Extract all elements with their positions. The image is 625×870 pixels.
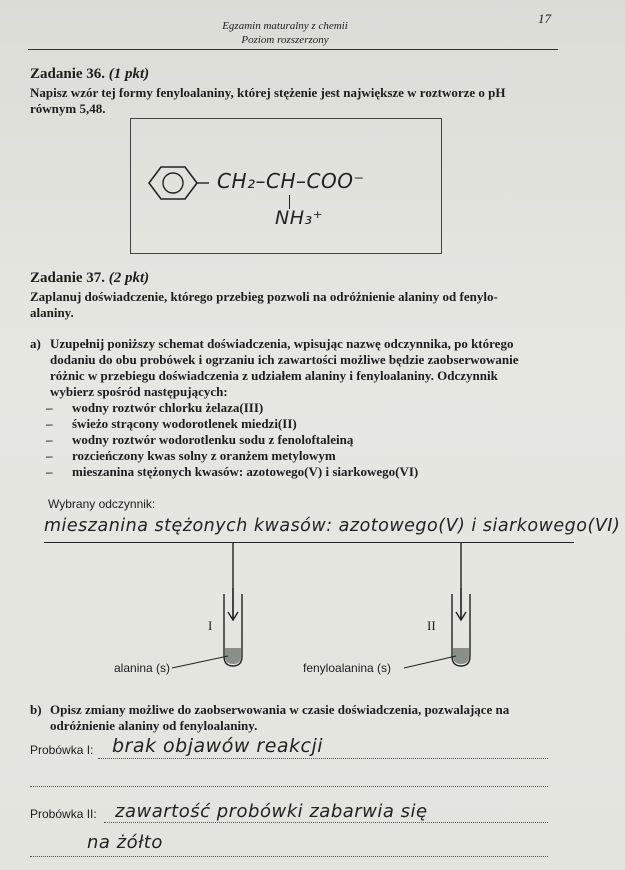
part-a-line1: Uzupełnij poniższy schemat doświadczenia, wpisując nazwę odczynnika, po którego xyxy=(50,336,514,351)
tube-2-answer-label: Probówka II: xyxy=(30,807,97,821)
part-a-line3: różnic w przebiegu doświadczenia z udziałem alaniny i fenyloalaniny. Odczynnik xyxy=(50,368,498,383)
option-item xyxy=(46,448,336,464)
tube-1-answer: brak objawów reakcji xyxy=(112,735,324,757)
option-text: wodny roztwór chlorku żelaza(III) xyxy=(72,400,264,415)
part-a-marker: a) xyxy=(30,336,41,351)
option-item xyxy=(46,432,353,448)
answer-line xyxy=(104,822,548,823)
option-text: świeżo strącony wodorotlenek miedzi(II) xyxy=(72,416,297,431)
answer-line xyxy=(30,856,548,857)
task36-prompt: Napisz wzór tej formy fenyloalaniny, której stężenie jest największe w roztworze o pH równym 5,48. xyxy=(30,85,506,116)
answer-line xyxy=(98,758,548,759)
part-b-line1: Opisz zmiany możliwe do zaobserwowania w czasie doświadczenia, pozwalające na xyxy=(50,702,510,717)
benzene-ring-icon xyxy=(141,163,211,203)
option-dash: – xyxy=(46,464,53,479)
header-title: Egzamin maturalny z chemii xyxy=(222,20,348,32)
tube-1-label: alanina (s) xyxy=(114,661,171,675)
page-number: 17 xyxy=(538,11,551,26)
option-text: wodny roztwór wodorotlenku sodu z fenoloftaleiną xyxy=(72,432,354,447)
tube-2-roman: II xyxy=(427,618,436,633)
task36-points: (1 pkt) xyxy=(108,66,150,82)
task36-number: Zadanie 36. xyxy=(30,66,106,82)
tube-2-label: fenyloalanina (s) xyxy=(303,661,392,675)
task37-number: Zadanie 37. xyxy=(30,270,106,286)
header-rule xyxy=(28,49,558,50)
answer-line xyxy=(30,786,548,787)
part-b-line2: odróżnienie alaniny od fenyloalaniny. xyxy=(50,718,258,733)
task37-prompt-line1: Zaplanuj doświadczenie, którego przebieg pozwoli na odróżnienie alaniny od fenylo- xyxy=(30,289,498,304)
task37-title xyxy=(30,270,149,287)
task36-title xyxy=(30,66,149,83)
option-item xyxy=(46,400,263,416)
option-dash: – xyxy=(46,416,53,431)
option-text: rozcieńczony kwas solny z oranżem metylowym xyxy=(72,448,336,463)
option-item xyxy=(46,416,297,432)
tube-2-answer-line2: na żółto xyxy=(87,832,163,853)
part-a-line4: wybierz spośród następujących: xyxy=(50,384,228,399)
option-dash: – xyxy=(46,432,53,447)
arrow-down-icon xyxy=(228,588,238,620)
option-text: mieszanina stężonych kwasów: azotowego(V) i siarkowego(VI) xyxy=(72,464,419,479)
chosen-reagent-answer: mieszanina stężonych kwasów: azotowego(V) i siarkowego(VI) xyxy=(44,516,621,536)
arrow-down-icon xyxy=(456,588,466,620)
part-a-line2: dodaniu do obu probówek i ogrzaniu ich zawartości możliwe będzie zaobserwowanie xyxy=(50,352,519,367)
part-b-marker: b) xyxy=(30,702,42,717)
option-item xyxy=(46,464,418,480)
tube-1-answer-label: Probówka I: xyxy=(30,743,94,757)
task36-answer-formula: CH₂–CH–COO⁻ xyxy=(217,169,365,193)
option-dash: – xyxy=(46,400,53,415)
task36-answer-box xyxy=(130,118,442,254)
header-subtitle: Poziom rozszerzony xyxy=(241,34,329,46)
tube-1-roman: I xyxy=(208,618,213,633)
experiment-schematic xyxy=(0,540,625,680)
task37-points: (2 pkt) xyxy=(108,270,150,286)
chosen-reagent-label: Wybrany odczynnik: xyxy=(48,497,156,511)
task36-answer-group: NH₃⁺ xyxy=(275,207,324,229)
tube-2-answer-line1: zawartość probówki zabarwia się xyxy=(115,801,428,822)
task37-prompt-line2: alaniny. xyxy=(30,305,74,320)
option-dash: – xyxy=(46,448,53,463)
